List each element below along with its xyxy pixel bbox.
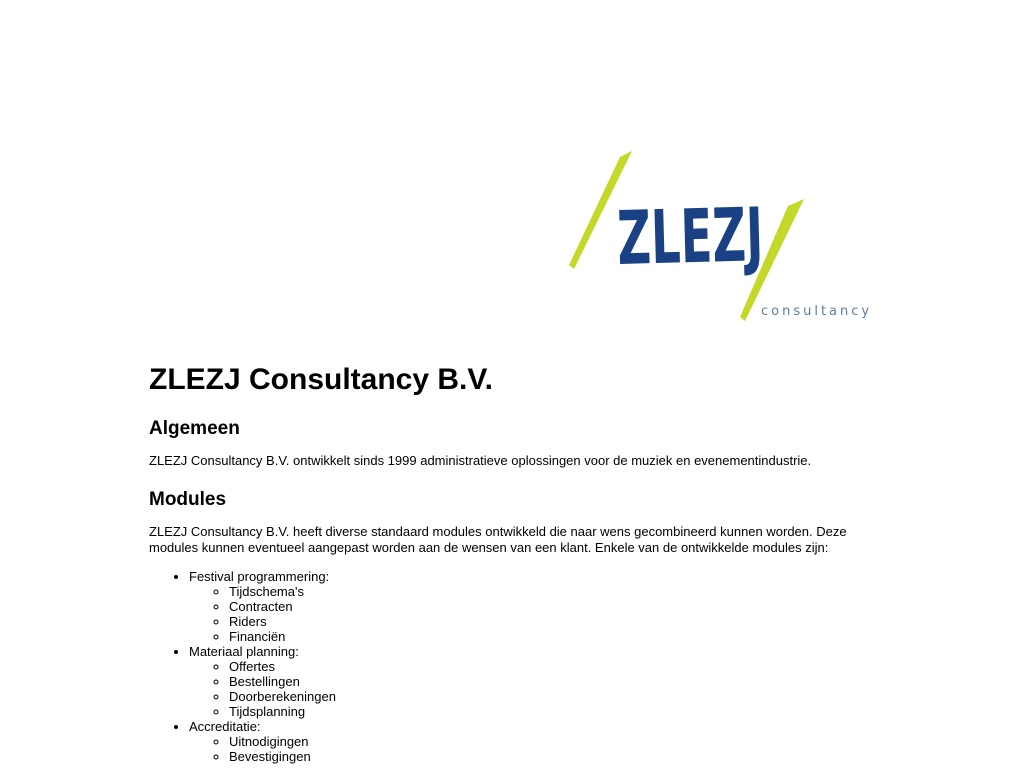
content-column bbox=[149, 148, 875, 764]
module-item: ◦ Bestellingen bbox=[229, 674, 875, 689]
module-group-label: Festival programmering: bbox=[189, 568, 330, 584]
module-sublist bbox=[189, 584, 875, 644]
module-item: ◦ Uitnodigingen bbox=[229, 734, 875, 749]
company-logo bbox=[149, 148, 875, 324]
logo-brand-text: ZLEZJ bbox=[616, 189, 851, 282]
module-item: ◦ Tijdschema's bbox=[229, 584, 875, 599]
module-group bbox=[189, 719, 875, 764]
algemeen-paragraph: ZLEZJ Consultancy B.V. ontwikkelt sinds 1999 administratieve oplossingen voor de muziek en evenementindustrie. bbox=[149, 452, 812, 468]
module-group-label: Accreditatie: bbox=[189, 718, 261, 734]
module-item: ◦ Bevestigingen bbox=[229, 749, 875, 764]
module-group-label: Materiaal planning: bbox=[189, 643, 299, 659]
module-item: ◦ Financiën bbox=[229, 629, 875, 644]
module-sublist bbox=[189, 659, 875, 719]
module-group bbox=[189, 644, 875, 719]
section-heading-algemeen: Algemeen bbox=[149, 417, 240, 439]
logo-tagline-text: consultancy bbox=[761, 304, 873, 319]
modules-intro-paragraph: ZLEZJ Consultancy B.V. heeft diverse standaard modules ontwikkeld die naar wens gecombineerd kunnen worden. Deze modules kunnen eventueel aangepast worden aan de wensen van een klant. Enkele van de ontwikkelde modules zijn: bbox=[149, 523, 847, 555]
section-heading-modules: Modules bbox=[149, 488, 227, 510]
module-item: ◦ Tijdsplanning bbox=[229, 704, 875, 719]
modules-list bbox=[149, 569, 875, 764]
page-title: ZLEZJ Consultancy B.V. bbox=[149, 363, 493, 396]
module-group bbox=[189, 569, 875, 644]
module-item: ◦ Offertes bbox=[229, 659, 875, 674]
module-item: ◦ Contracten bbox=[229, 599, 875, 614]
module-item: ◦ Riders bbox=[229, 614, 875, 629]
module-sublist bbox=[189, 734, 875, 764]
module-item: ◦ Doorberekeningen bbox=[229, 689, 875, 704]
